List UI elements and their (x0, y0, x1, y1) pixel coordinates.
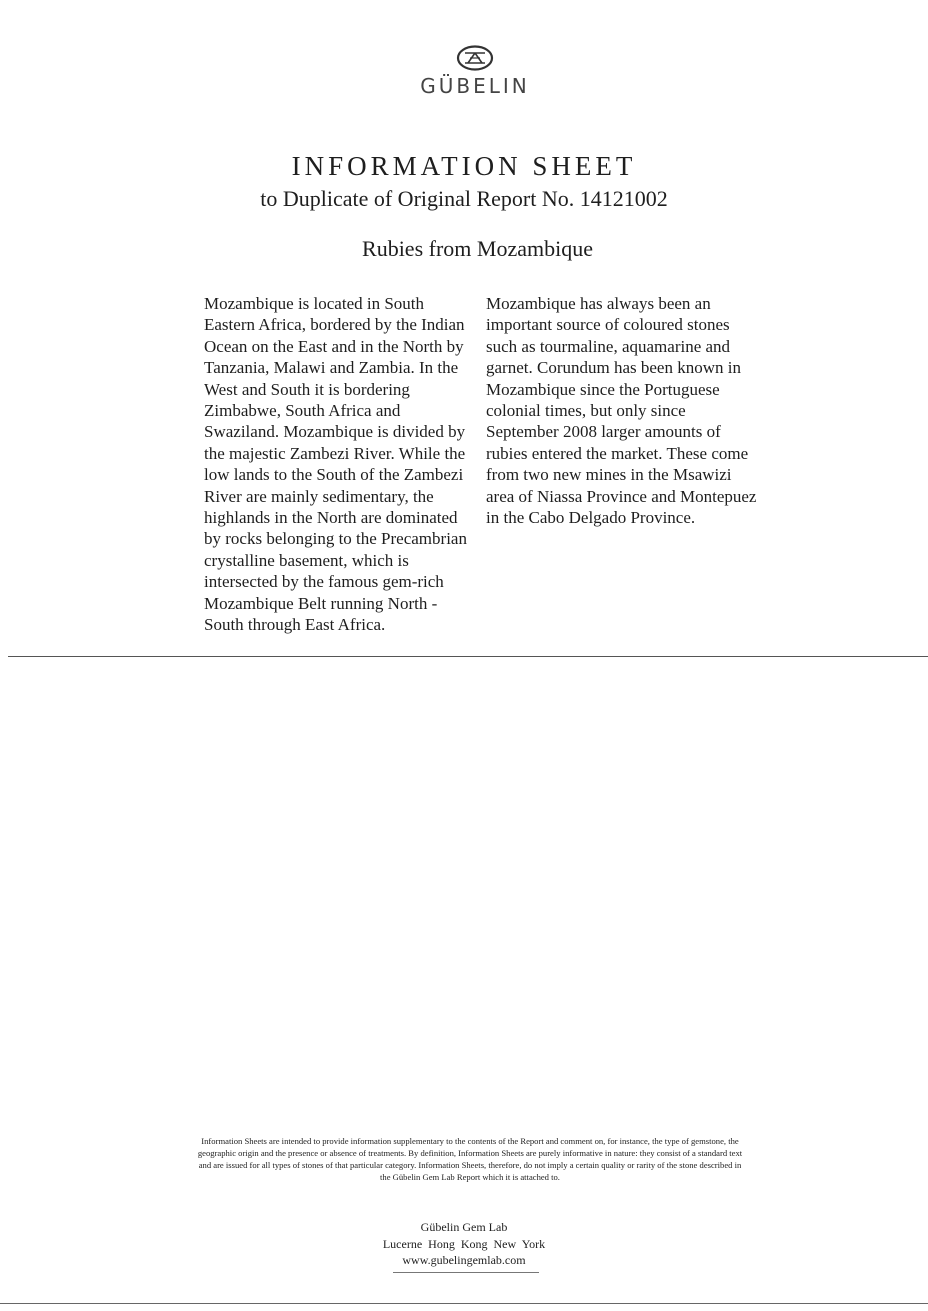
disclaimer-text: Information Sheets are intended to provide information supplementary to the contents of the Report and comment on, for instance, the type of gemstone, the geographic origin and the presence or absence of treatments. By definition, Information Sheets are purely informative in nature: they consist of a standard text and are issued for all types of stones of that particular category. Information Sheets, therefore, do not imply a certain quality or rarity of the stone described in the Gübelin Gem Lab Report which it is attached to. (197, 1136, 743, 1182)
footer-divider (393, 1272, 539, 1273)
document-title: INFORMATION SHEET (291, 151, 637, 181)
divider-line (8, 656, 928, 657)
page-bottom-rule (0, 1303, 928, 1304)
document-subtitle: to Duplicate of Original Report No. 14121002 (260, 186, 668, 211)
footer-lab-name: Gübelin Gem Lab (420, 1220, 508, 1234)
gubelin-emblem-icon (455, 44, 495, 72)
footer-locations: Lucerne Hong Kong New York (382, 1237, 546, 1251)
section-heading: Rubies from Mozambique (362, 236, 593, 261)
body-paragraph-left: Mozambique is located in South Eastern Africa, bordered by the Indian Ocean on the East and in the North by Tanzania, Malawi and Zambia. In the West and South it is bordering Zimbabwe, South Africa and Swaziland. Mozambique is divided by the majestic Zambezi River. While the low lands to the South of the Zambezi River are mainly sedimentary, the highlands in the North are dominated by rocks belonging to the Precambrian crystalline basement, which is intersected by the famous gem-rich Mozambique Belt running North - South through East Africa. (204, 294, 467, 635)
brand-wordmark: GÜBELIN (420, 74, 530, 98)
company-logo (400, 44, 550, 98)
body-paragraph-right: Mozambique has always been an important source of coloured stones such as tourmaline, aquamarine and garnet. Corundum has been known in Mozambique since the Portuguese colonial times, but only since September 2008 larger amounts of rubies entered the market. These come from two new mines in the Msawizi area of Niassa Province and Montepuez in the Cabo Delgado Province. (486, 294, 757, 528)
footer-website: www.gubelingemlab.com (402, 1253, 526, 1267)
